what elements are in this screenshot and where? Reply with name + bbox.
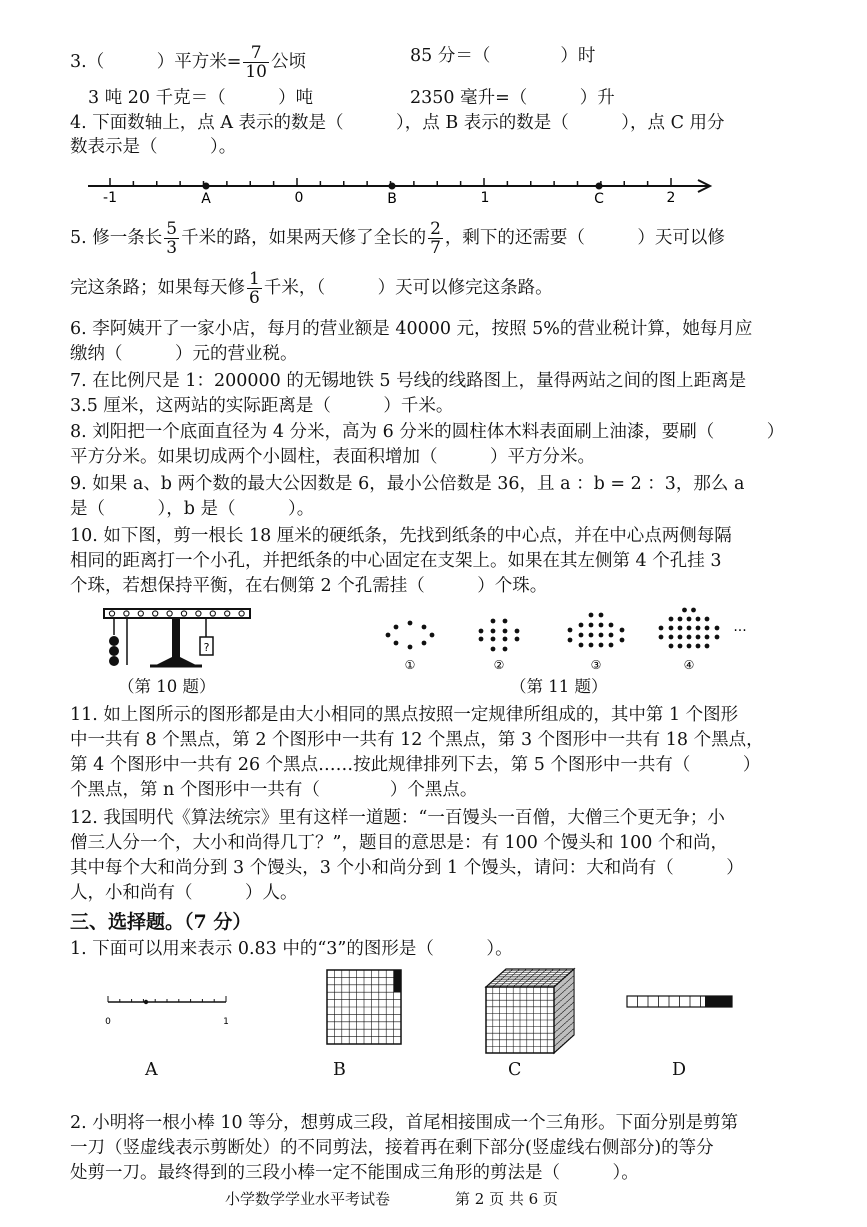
- dot: [715, 626, 720, 631]
- dot: [609, 643, 614, 648]
- balance-hole: [225, 611, 230, 616]
- point-a: [203, 183, 210, 190]
- q12-line4: 人，小和尚有（ ）人。: [70, 883, 298, 903]
- dot: [669, 635, 674, 640]
- q10-line3: 个珠，若想保持平衡，在右侧第 2 个孔需挂（ ）个珠。: [70, 576, 548, 596]
- dot: [589, 643, 594, 648]
- balance-hole: [181, 611, 186, 616]
- dot: [705, 635, 710, 640]
- axis-label-2: 2: [666, 190, 676, 206]
- q10-line2: 相同的距离打一个小孔，并把纸条的中心固定在支架上。如果在其左侧第 4 个孔挂 3: [70, 551, 722, 571]
- dot: [659, 635, 664, 640]
- dot: [696, 635, 701, 640]
- dot: [687, 635, 692, 640]
- q9-line2: 是（ ），b 是（ ）。: [70, 499, 315, 519]
- q11-fig-caption: （第 11 题）: [510, 677, 608, 696]
- ruler-label-0: 0: [105, 1017, 111, 1027]
- q5-line1: 5. 修一条长 $\frac{5}{3}$ 千米的路，如果两天修了全长的 $\frac{2}{7}$ ，剩下的还需要（ ）天可以修: [70, 219, 725, 258]
- dot: [503, 637, 508, 642]
- q6-line1: 6. 李阿姨开了一家小店，每月的营业额是 40000 元，按照 5%的营业税计算，她每月应: [70, 319, 753, 339]
- q6-line2: 缴纳（ ）元的营业税。: [70, 344, 298, 364]
- dot: [491, 637, 496, 642]
- axis-label-b: B: [387, 191, 397, 207]
- axis-label-0: 0: [294, 190, 304, 206]
- dot: [422, 625, 427, 630]
- axis-label-a: A: [201, 191, 211, 207]
- q8-line1: 8. 刘阳把一个底面直径为 4 分米，高为 6 分米的圆柱体木料表面刷上油漆，要刷（ ）: [70, 422, 785, 442]
- dot: [568, 638, 573, 643]
- footer-page-number: 第 2 页 共 6 页: [455, 1190, 558, 1208]
- dot: [408, 621, 413, 626]
- dot: [394, 641, 399, 646]
- dot: [609, 623, 614, 628]
- dot: [491, 629, 496, 634]
- balance-hole: [138, 611, 143, 616]
- dot: [599, 623, 604, 628]
- dot: [503, 647, 508, 652]
- dot: [715, 635, 720, 640]
- section3-q2-line2: 一刀（竖虚线表示剪断处）的不同剪法，接着再在剩下部分(竖虚线右侧部分)的等分: [70, 1138, 714, 1158]
- q3-row1: [70, 44, 306, 81]
- dot: [579, 623, 584, 628]
- point-c: [596, 183, 603, 190]
- dot: [678, 644, 683, 649]
- bead-1: [109, 636, 119, 646]
- dot: [386, 633, 391, 638]
- weight-label: ?: [203, 641, 210, 654]
- q9-line1: 9. 如果 a、b 两个数的最大公因数是 6，最小公倍数是 36，且 a ：b = 2 ：3，那么 a: [70, 474, 745, 494]
- dot: [669, 626, 674, 631]
- dot: [682, 608, 687, 613]
- section3-q1: 1. 下面可以用来表示 0.83 中的“3”的图形是（ ）。: [70, 939, 513, 959]
- q5-frac-2: $\frac{2}{7}$: [430, 219, 441, 258]
- dot: [705, 626, 710, 631]
- axis-label-c: C: [594, 191, 604, 207]
- balance-hole: [167, 611, 172, 616]
- balance-hole: [153, 611, 158, 616]
- option-c-label: C: [508, 1060, 522, 1080]
- fig-ellipsis: ···: [733, 623, 747, 639]
- dot: [599, 643, 604, 648]
- q4-line1: 4. 下面数轴上，点 A 表示的数是（ ），点 B 表示的数是（ ），点 C 用分: [70, 113, 725, 133]
- dot: [609, 633, 614, 638]
- dot: [589, 613, 594, 618]
- dot: [589, 623, 594, 628]
- dot: [515, 637, 520, 642]
- balance-hole: [196, 611, 201, 616]
- dot: [687, 617, 692, 622]
- dot: [620, 628, 625, 633]
- dot: [691, 608, 696, 613]
- dot: [705, 644, 710, 649]
- dot: [687, 626, 692, 631]
- dot: [408, 645, 413, 650]
- footer-title: 小学数学学业水平考试卷: [225, 1190, 391, 1208]
- q8-line2: 平方分米。如果切成两个小圆柱，表面积增加（ ）平方分米。: [70, 447, 595, 467]
- q3-b: 85 分＝（ ）时: [410, 46, 596, 66]
- axis-label-1: 1: [480, 190, 490, 206]
- dot: [422, 641, 427, 646]
- section-3-title: 三、选择题。（7 分）: [70, 911, 252, 933]
- option-c-cube: [480, 965, 580, 1055]
- dot: [678, 635, 683, 640]
- bead-3: [109, 656, 119, 666]
- balance-hole: [210, 611, 215, 616]
- point-b: [389, 183, 396, 190]
- section3-q2-line3: 处剪一刀。最终得到的三段小棒一定不能围成三角形的剪法是（ ）。: [70, 1163, 639, 1183]
- dot: [394, 625, 399, 630]
- q3-c: 3 吨 20 千克＝（ ）吨: [88, 88, 314, 108]
- dot: [599, 613, 604, 618]
- option-a-label: A: [145, 1060, 158, 1080]
- dot: [479, 629, 484, 634]
- dot: [678, 617, 683, 622]
- balance-hole: [124, 611, 129, 616]
- q11-line1: 11. 如上图所示的图形都是由大小相同的黑点按照一定规律所组成的，其中第 1 个图形: [70, 705, 739, 725]
- q11-line4: 个黑点，第 n 个图形中一共有（ ）个黑点。: [70, 780, 478, 800]
- q11-line2: 中一共有 8 个黑点，第 2 个图形中一共有 12 个黑点，第 3 个图形中一共有 18 个黑点，: [70, 730, 764, 750]
- fig-label-4: ④: [683, 658, 695, 672]
- dot: [599, 633, 604, 638]
- dot: [678, 626, 683, 631]
- dot: [479, 637, 484, 642]
- q12-line3: 其中每个大和尚分到 3 个馒头，3 个小和尚分到 1 个馒头，请问：大和尚有（ ）: [70, 858, 744, 878]
- q5-frac-3: $\frac{1}{6}$: [249, 269, 260, 308]
- dot: [568, 628, 573, 633]
- q3-d: 2350 毫升=（ ）升: [410, 88, 615, 108]
- dot: [669, 617, 674, 622]
- fig-label-3: ③: [590, 658, 602, 672]
- dot: [503, 629, 508, 634]
- balance-hole: [239, 611, 244, 616]
- dot: [687, 644, 692, 649]
- q10-line1: 10. 如下图，剪一根长 18 厘米的硬纸条，先找到纸条的中心点，并在中心点两侧每隔: [70, 526, 732, 546]
- q4-line2: 数表示是（ ）。: [70, 137, 237, 157]
- q12-line1: 12. 我国明代《算法统宗》里有这样一道题：“一百馒头一百僧，大僧三个更无争；小: [70, 808, 725, 828]
- q5-frac-1: $\frac{5}{3}$: [166, 219, 178, 258]
- dot-pattern-figure: [370, 605, 770, 675]
- dot: [696, 644, 701, 649]
- q5-line2: 完这条路；如果每天修 $\frac{1}{6}$ 千米，（ ）天可以修完这条路。: [70, 269, 553, 308]
- option-d-label: D: [672, 1060, 687, 1080]
- q11-line3: 第 4 个图形中一共有 26 个黑点……按此规律排列下去，第 5 个图形中一共有（ ）: [70, 755, 761, 775]
- dot: [515, 629, 520, 634]
- fig-label-1: ①: [404, 658, 416, 672]
- axis-label-neg1: -1: [103, 190, 117, 206]
- q10-fig-caption: （第 10 题）: [118, 677, 216, 696]
- dot: [491, 619, 496, 624]
- dot: [669, 644, 674, 649]
- balance-figure: [100, 603, 260, 671]
- option-d-bar: [625, 990, 735, 1014]
- dot: [491, 647, 496, 652]
- q7-line1: 7. 在比例尺是 1：200000 的无锡地铁 5 号线的线路图上，量得两站之间的图上距离是: [70, 371, 747, 391]
- dot: [705, 617, 710, 622]
- dot: [696, 617, 701, 622]
- bead-2: [109, 646, 119, 656]
- q12-line2: 僧三人分一个，大小和尚得几丁？”，题目的意思是：有 100 个馒头和 100 个和尚，: [70, 833, 728, 853]
- balance-hole: [109, 611, 114, 616]
- dot: [659, 626, 664, 631]
- q7-line2: 3.5 厘米，这两站的实际距离是（ ）千米。: [70, 396, 454, 416]
- number-line: [80, 170, 720, 210]
- dot: [589, 633, 594, 638]
- q3-a: 3.（ ）平方米=: [70, 52, 242, 72]
- q3-a-unit: 公顷: [271, 52, 306, 72]
- fig-label-2: ②: [493, 658, 505, 672]
- dot: [696, 626, 701, 631]
- ruler-label-1: 1: [223, 1017, 229, 1027]
- option-b-grid: [325, 968, 405, 1048]
- dot: [430, 633, 435, 638]
- dot: [579, 633, 584, 638]
- option-b-label: B: [333, 1060, 346, 1080]
- dot: [503, 619, 508, 624]
- dot: [579, 643, 584, 648]
- option-a-ruler: [100, 990, 235, 1030]
- q3-a-fraction: $\frac{7}{10}$: [245, 43, 267, 82]
- dot: [620, 638, 625, 643]
- section3-q2-line1: 2. 小明将一根小棒 10 等分，想剪成三段，首尾相接围成一个三角形。下面分别是剪第: [70, 1113, 739, 1133]
